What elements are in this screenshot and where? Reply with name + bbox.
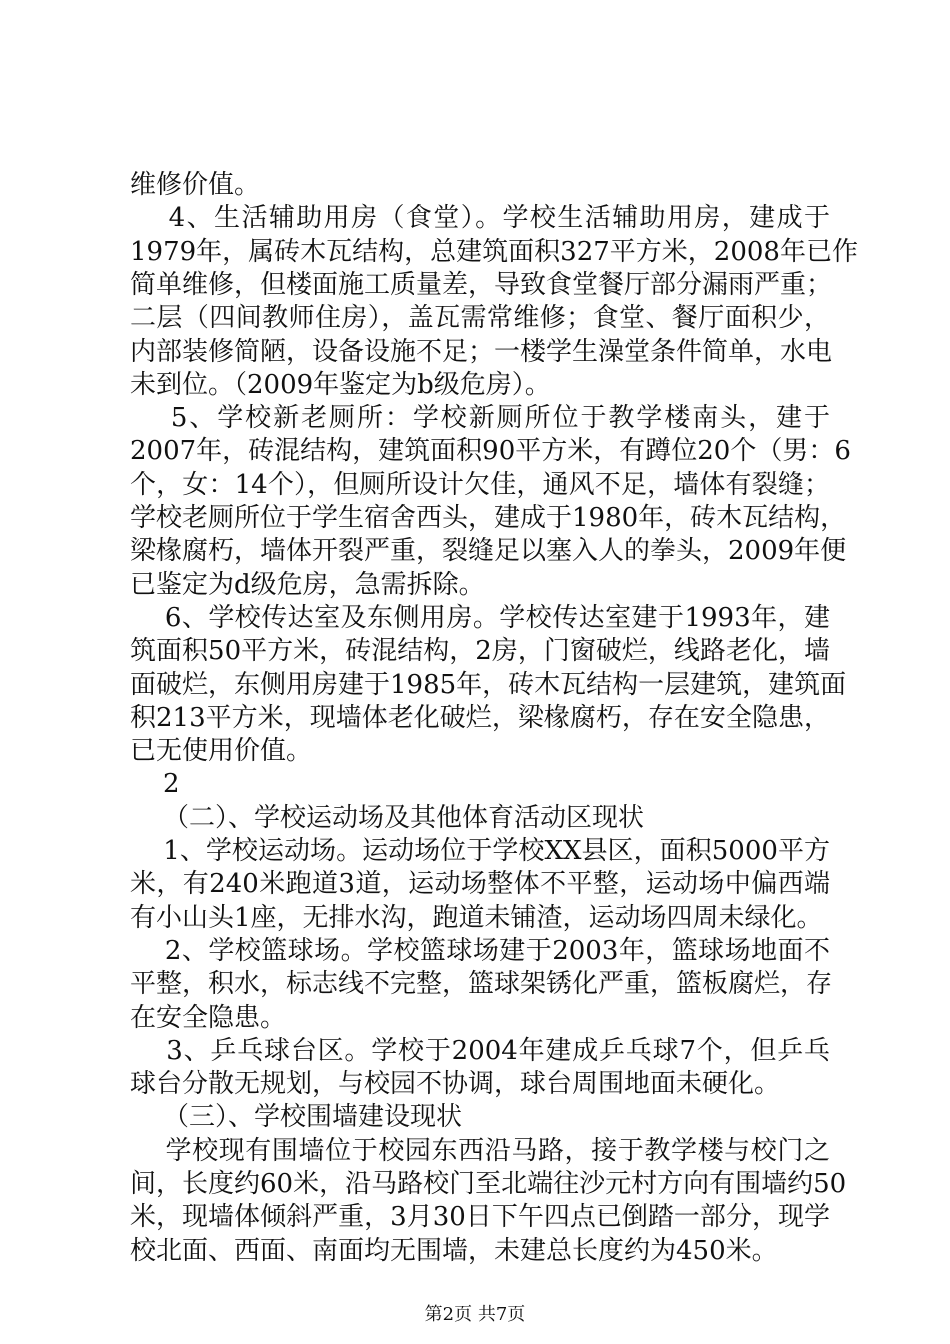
text-line: 筑面积50平方米，砖混结构，2房，门窗破烂，线路老化，墙 xyxy=(130,636,830,667)
text-line: 积213平方米，现墙体老化破烂，梁椽腐朽，存在安全隐患， xyxy=(130,702,830,733)
text-line: 平整，积水，标志线不完整，篮球架锈化严重，篮板腐烂，存 xyxy=(130,969,833,1000)
text-line: 在安全隐患。 xyxy=(130,1002,287,1033)
text-line: 面破烂，东侧用房建于1985年，砖木瓦结构一层建筑，建筑面 xyxy=(130,669,847,700)
text-line: 2007年，砖混结构，建筑面积90平方米，有蹲位20个（男：6 xyxy=(130,436,851,467)
text-line: 5、学校新老厕所：学校新厕所位于教学楼南头，建于 xyxy=(130,403,830,434)
text-line: 学校现有围墙位于校园东西沿马路，接于教学楼与校门之 xyxy=(130,1135,830,1166)
text-line: 已鉴定为d级危房，急需拆除。 xyxy=(130,569,485,600)
text-line: （二）、学校运动场及其他体育活动区现状 xyxy=(130,802,645,833)
text-line: 内部装修简陋，设备设施不足；一楼学生澡堂条件简单，水电 xyxy=(130,336,833,367)
text-line: （三）、学校围墙建设现状 xyxy=(130,1102,463,1133)
text-line: 未到位。（2009年鉴定为b级危房）。 xyxy=(130,369,551,400)
text-line: 6、学校传达室及东侧用房。学校传达室建于1993年，建 xyxy=(130,602,830,633)
text-line: 4、生活辅助用房（食堂）。学校生活辅助用房，建成于 xyxy=(130,203,830,234)
text-line: 已无使用价值。 xyxy=(130,736,313,767)
text-line: 学校老厕所位于学生宿舍西头，建成于1980年，砖木瓦结构， xyxy=(130,503,847,533)
text-line: 校北面、西面、南面均无围墙，未建总长度约为450米。 xyxy=(130,1235,778,1266)
text-line: 3、乒乓球台区。学校于2004年建成乒乓球7个，但乒乓 xyxy=(130,1035,830,1066)
text-line: 个，女：14个），但厕所设计欠佳，通风不足，墙体有裂缝； xyxy=(130,469,830,500)
text-line: 米，现墙体倾斜严重，3月30日下午四点已倒踏一部分，现学 xyxy=(130,1202,830,1233)
text-line: 1、学校运动场。运动场位于学校XX县区，面积5000平方 xyxy=(130,836,830,866)
text-line: 2 xyxy=(130,769,180,800)
text-line: 球台分散无规划，与校园不协调，球台周围地面未硬化。 xyxy=(130,1069,781,1100)
text-line: 梁椽腐朽，墙体开裂严重，裂缝足以塞入人的拳头，2009年便 xyxy=(130,536,847,567)
text-line: 二层（四间教师住房），盖瓦需常维修；食堂、餐厅面积少， xyxy=(130,303,830,334)
text-line: 间，长度约60米，沿马路校门至北端往沙元村方向有围墙约50 xyxy=(130,1169,847,1199)
text-line: 2、学校篮球场。学校篮球场建于2003年，篮球场地面不 xyxy=(130,935,830,966)
text-line: 有小山头1座，无排水沟，跑道未铺渣，运动场四周未绿化。 xyxy=(130,902,823,933)
text-line: 简单维修，但楼面施工质量差，导致食堂餐厅部分漏雨严重； xyxy=(130,269,833,300)
page-footer: 第2页 共7页 xyxy=(424,1304,526,1325)
text-line: 1979年，属砖木瓦结构，总建筑面积327平方米，2008年已作 xyxy=(130,236,858,267)
text-line: 维修价值。 xyxy=(130,170,261,200)
text-line: 米，有240米跑道3道，运动场整体不平整，运动场中偏西端 xyxy=(130,869,830,900)
